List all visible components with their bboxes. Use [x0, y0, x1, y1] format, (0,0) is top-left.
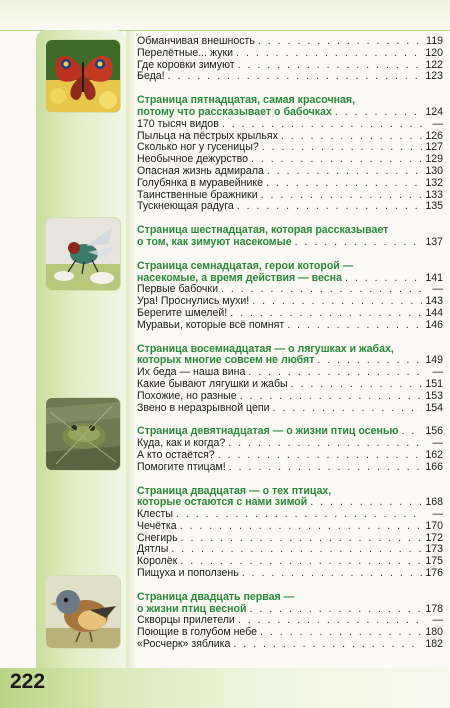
toc-section	[137, 486, 443, 580]
entry-title: 170 тысяч видов	[137, 117, 219, 130]
toc-entry	[137, 403, 443, 415]
entry-title: Перелётные... жуки	[137, 46, 234, 59]
dot-leader	[228, 438, 422, 450]
dot-leader	[291, 379, 422, 391]
entry-title: Обманчивая внешность	[137, 35, 255, 47]
entry-title: Опасная жизнь адмирала	[137, 164, 264, 177]
section-heading-line: Страница шестнадцатая, которая рассказывает	[137, 224, 389, 237]
toc-section	[137, 592, 443, 651]
page-ref: 153	[425, 389, 443, 402]
page-ref: 126	[425, 129, 443, 142]
entry-title: Голубянка в муравейнике	[137, 176, 264, 189]
dot-leader	[295, 237, 422, 249]
entry-title: Таинственные бражники	[137, 188, 258, 201]
section-heading-text: насекомые, а время действия — весна	[137, 271, 342, 284]
page-ref: 146	[425, 318, 443, 331]
toc-entry	[137, 308, 443, 320]
dot-leader	[281, 131, 422, 143]
toc-entry	[137, 462, 443, 474]
toc-entry	[137, 568, 443, 580]
section-heading-line: Страница пятнадцатая, самая красочная,	[137, 94, 356, 107]
entry-title: Необычное дежурство	[137, 153, 248, 166]
fly-photo	[46, 218, 120, 290]
entry-title: А кто остаётся?	[137, 448, 215, 461]
entry-title: Муравьи, которые всё помнят	[137, 318, 285, 331]
toc-section	[137, 426, 443, 473]
toc-section	[137, 225, 443, 249]
page-ref: 127	[425, 141, 443, 154]
dot-leader	[242, 568, 422, 580]
page-ref: —	[432, 366, 443, 379]
dot-leader	[240, 391, 422, 403]
page-ref: 168	[425, 496, 443, 509]
entry-title: Дятлы	[137, 543, 169, 556]
section-heading-text: Страница девятнадцатая — о жизни птиц осенью	[137, 425, 399, 438]
toc-entry	[137, 178, 443, 190]
dot-leader	[260, 627, 422, 639]
dot-leader	[267, 166, 422, 178]
section-heading-line: Страница двадцать первая —	[137, 590, 295, 603]
page-ref: —	[432, 283, 443, 296]
page-ref: 176	[425, 567, 443, 580]
toc-entry	[137, 320, 443, 332]
entry-title: Помогите птицам!	[137, 460, 226, 473]
entry-title: Звено в неразрывной цепи	[137, 401, 270, 414]
entry-title: Скворцы прилетели	[137, 614, 235, 627]
dot-leader	[310, 497, 422, 509]
entry-title: «Росчерк» зяблика	[137, 638, 231, 651]
page-ref: 122	[425, 58, 443, 71]
entry-title: Ура! Проснулись мухи!	[137, 295, 250, 308]
page-ref: 141	[425, 271, 443, 284]
entry-title: Первые бабочки	[137, 283, 218, 296]
dot-leader	[233, 639, 422, 651]
toc-entry	[137, 391, 443, 403]
page-ref: 166	[425, 460, 443, 473]
page-ref: 175	[425, 555, 443, 568]
page-ref: 132	[425, 176, 443, 189]
page-ref: 123	[425, 70, 443, 83]
dot-leader	[238, 60, 422, 72]
dot-leader	[335, 107, 422, 119]
left-decorative-strip	[36, 30, 126, 668]
top-decorative-bar	[0, 0, 450, 31]
dot-leader	[262, 142, 422, 154]
page-ref: 154	[425, 401, 443, 414]
page-ref: 135	[425, 200, 443, 213]
page-ref: 149	[425, 354, 443, 367]
entry-title: Берегите шмелей!	[137, 306, 228, 319]
entry-title: Куда, как и когда?	[137, 437, 226, 450]
entry-title: Клесты	[137, 508, 174, 521]
section-heading-row	[137, 497, 443, 509]
page-ref: 124	[425, 105, 443, 118]
toc-entry	[137, 48, 443, 60]
page-ref: —	[432, 508, 443, 521]
toc-entry	[137, 639, 443, 651]
page-ref: 178	[425, 602, 443, 615]
page-ref: 172	[425, 531, 443, 544]
page-ref: 133	[425, 188, 443, 201]
entry-title: Какие бывают лягушки и жабы	[137, 377, 288, 390]
dot-leader	[221, 284, 422, 296]
toc-entry	[137, 509, 443, 521]
toc-entry	[137, 379, 443, 391]
entry-title: Их беда — наша вина	[137, 366, 246, 379]
dot-leader	[252, 296, 422, 308]
section-heading-row	[137, 237, 443, 249]
entry-title: Тускнеющая радуга	[137, 200, 234, 213]
entry-title: Чечётка	[137, 519, 177, 532]
toc-entry	[137, 450, 443, 462]
page-ref: 119	[426, 35, 443, 47]
entry-title: Беда!	[137, 70, 165, 83]
bird-photo	[46, 576, 120, 648]
toc-entry	[137, 544, 443, 556]
dot-leader	[251, 154, 422, 166]
section-heading-text: о жизни птиц весной	[137, 602, 247, 615]
dot-leader	[261, 190, 422, 202]
entry-title: Пыльца на пёстрых крыльях	[137, 129, 278, 142]
toc-entry	[137, 71, 443, 83]
entry-title: Поющие в голубом небе	[137, 626, 258, 639]
section-heading-text: которых многие совсем не любят	[137, 354, 315, 367]
section-heading-line: Страница семнадцатая, герои которой —	[137, 259, 354, 272]
entry-title: Пищуха и поползень	[137, 567, 239, 580]
toc-entry	[137, 119, 443, 131]
dot-leader	[180, 521, 422, 533]
page-ref: 182	[425, 638, 443, 651]
dot-leader	[401, 426, 422, 438]
dot-leader	[238, 615, 422, 627]
section-heading-line: Страница восемнадцатая — о лягушках и жабах,	[137, 342, 394, 355]
section-heading-line: Страница двадцатая — о тех птицах,	[137, 484, 332, 497]
toc-entry	[137, 60, 443, 72]
dot-leader	[230, 308, 422, 320]
entry-title: Снегирь	[137, 531, 178, 544]
entry-title: Сколько ног у гусеницы?	[137, 141, 259, 154]
dot-leader	[229, 462, 422, 474]
page-ref: 144	[425, 306, 443, 319]
dot-leader	[168, 71, 422, 83]
toc-entry	[137, 201, 443, 213]
dot-leader	[236, 48, 422, 60]
dot-leader	[237, 201, 422, 213]
page-ref: 173	[425, 543, 443, 556]
page-ref: 137	[425, 235, 443, 248]
butterfly-photo	[46, 40, 120, 112]
page-ref: —	[432, 117, 443, 130]
page-number: 222	[10, 670, 46, 693]
page-ref: 129	[425, 153, 443, 166]
table-of-contents	[137, 36, 443, 651]
entry-title: Похожие, но разные	[137, 389, 237, 402]
page-ref: —	[432, 437, 443, 450]
toc-entry	[137, 166, 443, 178]
section-heading-row	[137, 107, 443, 119]
dot-leader	[266, 178, 422, 190]
page-ref: 151	[425, 377, 443, 390]
toc-section	[137, 95, 443, 213]
dot-leader	[258, 36, 422, 48]
toc-section	[137, 261, 443, 332]
page-ref: 170	[425, 519, 443, 532]
toc-entry	[137, 521, 443, 533]
page-ref: 156	[425, 425, 443, 438]
footer-decorative-band	[0, 668, 450, 708]
page-ref: 130	[425, 164, 443, 177]
section-heading-text: которые остаются с нами зимой	[137, 496, 308, 509]
dot-leader	[171, 544, 422, 556]
entry-title: Где коровки зимуют	[137, 58, 235, 71]
dot-leader	[218, 450, 422, 462]
page-ref: 120	[425, 46, 443, 59]
dot-leader	[317, 355, 422, 367]
frog-photo	[46, 398, 120, 470]
toc-entry	[137, 533, 443, 545]
dot-leader	[287, 320, 422, 332]
dot-leader	[176, 509, 422, 521]
section-heading-text: потому что рассказывает о бабочках	[137, 105, 332, 118]
section-heading-text: о том, как зимуют насекомые	[137, 235, 292, 248]
page-ref: 180	[425, 626, 443, 639]
toc-section	[137, 344, 443, 415]
page-ref: 143	[425, 295, 443, 308]
page-ref: 162	[425, 448, 443, 461]
entry-title: Королёк	[137, 555, 178, 568]
dot-leader	[181, 533, 422, 545]
dot-leader	[222, 119, 422, 131]
page-ref: —	[432, 614, 443, 627]
dot-leader	[273, 403, 422, 415]
dot-leader	[250, 604, 422, 616]
dot-leader	[345, 273, 422, 285]
